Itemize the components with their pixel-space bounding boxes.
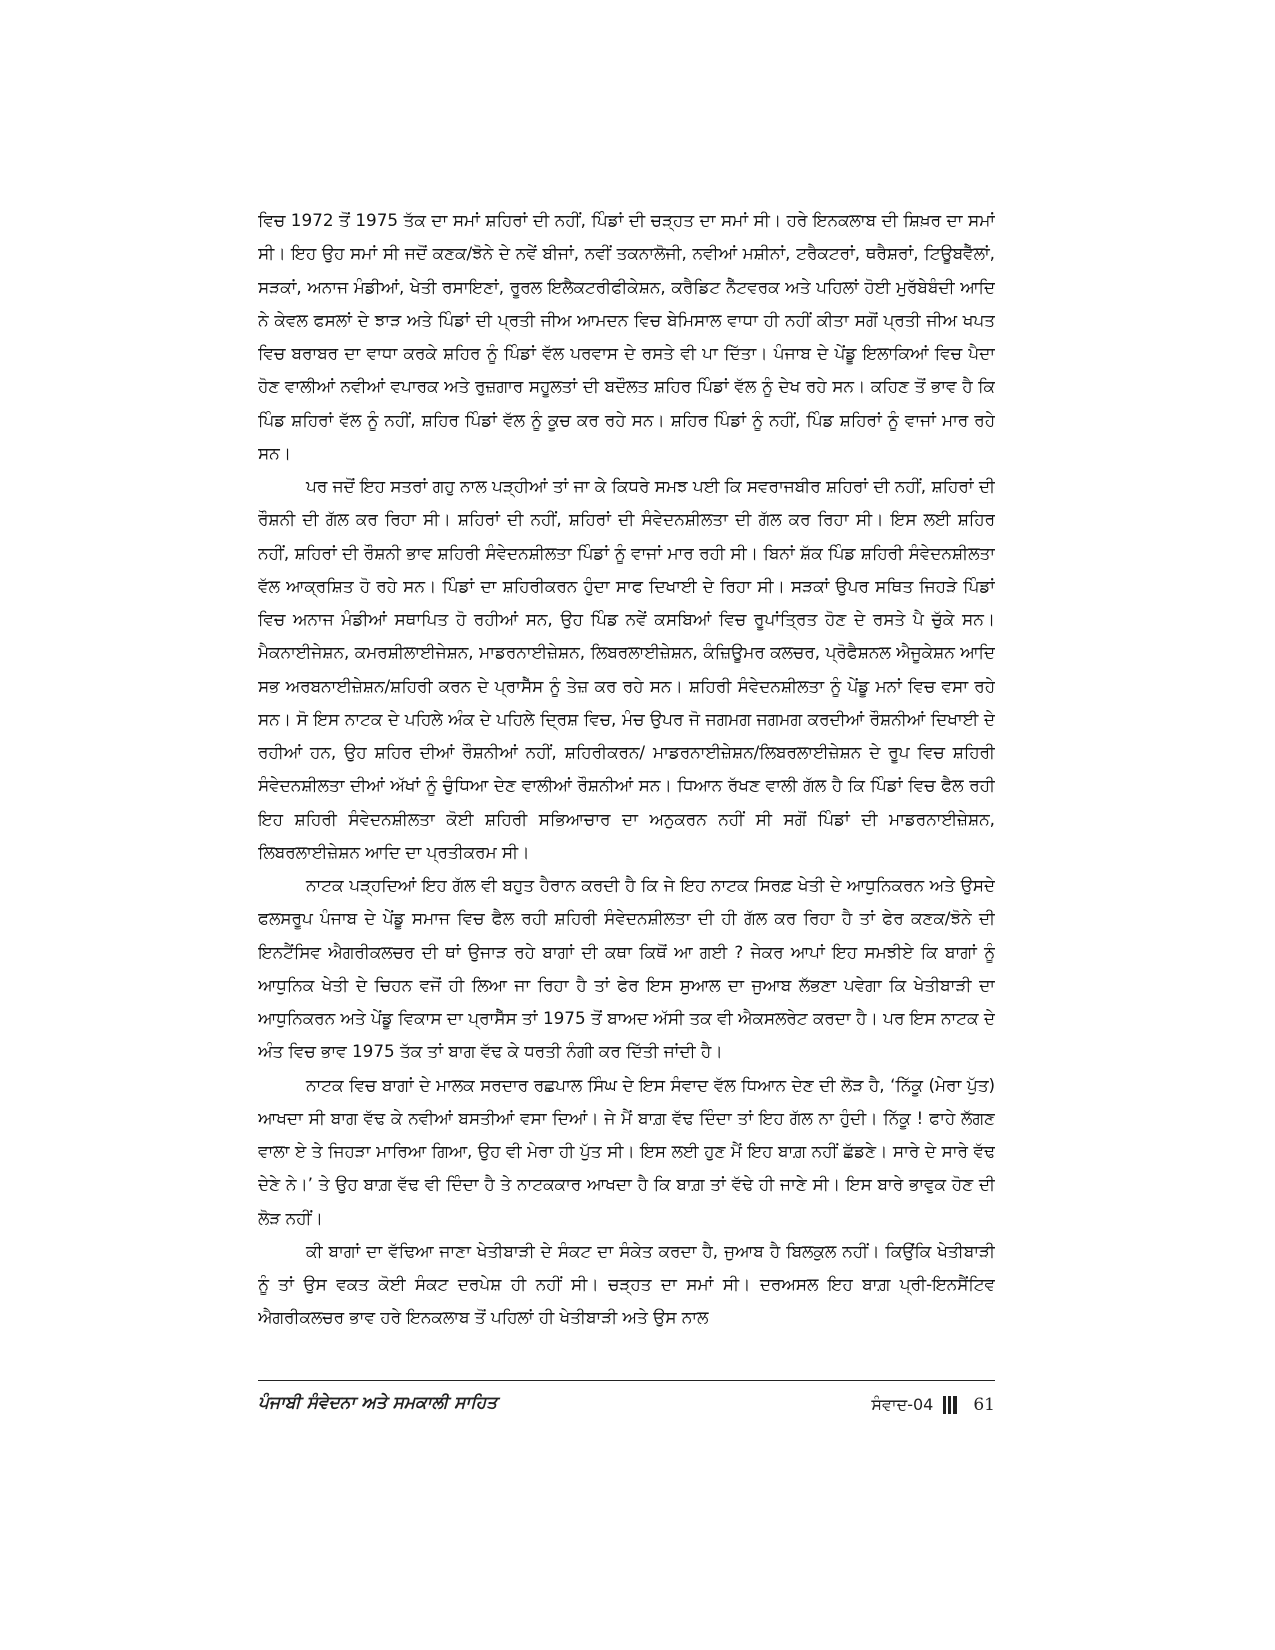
page-number: 61	[973, 1395, 995, 1415]
bars-icon	[943, 1396, 957, 1414]
paragraph-5: ਕੀ ਬਾਗਾਂ ਦਾ ਵੱਢਿਆ ਜਾਣਾ ਖੇਤੀਬਾੜੀ ਦੇ ਸੰਕਟ ਦਾ ਸੰਕੇਤ ਕਰਦਾ ਹੈ, ਜੁਆਬ ਹੈ ਬਿਲਕੁਲ ਨਹੀਂ। ਕਿਉਂਕਿ ਖੇਤੀਬਾੜੀ ਨੂੰ ਤਾਂ ਉਸ ਵਕਤ ਕੋਈ ਸੰਕਟ ਦਰਪੇਸ਼ ਹੀ ਨਹੀਂ ਸੀ। ਚੜ੍ਹਤ ਦਾ ਸਮਾਂ ਸੀ। ਦਰਅਸਲ ਇਹ ਬਾਗ਼ ਪ੍ਰੀ-ਇਨਸੈਂਟਿਵ ਐਗਰੀਕਲਚਰ ਭਾਵ ਹਰੇ ਇਨਕਲਾਬ ਤੋਂ ਪਹਿਲਾਂ ਹੀ ਖੇਤੀਬਾੜੀ ਅਤੇ ਉਸ ਨਾਲ	[258, 1240, 995, 1328]
paragraph-1: ਵਿਚ 1972 ਤੋਂ 1975 ਤੱਕ ਦਾ ਸਮਾਂ ਸ਼ਹਿਰਾਂ ਦੀ ਨਹੀਂ, ਪਿੰਡਾਂ ਦੀ ਚੜ੍ਹਤ ਦਾ ਸਮਾਂ ਸੀ। ਹਰੇ ਇਨਕਲਾਬ ਦੀ ਸ਼ਿਖ਼ਰ ਦਾ ਸਮਾਂ ਸੀ। ਇਹ ਉਹ ਸਮਾਂ ਸੀ ਜਦੋਂ ਕਣਕ/ਝੋਨੇ ਦੇ ਨਵੇਂ ਬੀਜਾਂ, ਨਵੀਂ ਤਕਨਾਲੋਜੀ, ਨਵੀਆਂ ਮਸ਼ੀਨਾਂ, ਟਰੈਕਟਰਾਂ, ਥਰੈਸ਼ਰਾਂ, ਟਿਊਬਵੈੱਲਾਂ, ਸੜਕਾਂ, ਅਨਾਜ ਮੰਡੀਆਂ, ਖੇਤੀ ਰਸਾਇਣਾਂ, ਰੂਰਲ ਇਲੈਕਟਰੀਫੀਕੇਸ਼ਨ, ਕਰੈਡਿਟ ਨੈੱਟਵਰਕ ਅਤੇ ਪਹਿਲਾਂ ਹੋਈ ਮੁਰੱਬੇਬੰਦੀ ਆਦਿ ਨੇ ਕੇਵਲ ਫਸਲਾਂ ਦੇ ਝਾੜ ਅਤੇ ਪਿੰਡਾਂ ਦੀ ਪ੍ਰਤੀ ਜੀਅ ਆਮਦਨ ਵਿਚ ਬੇਮਿਸਾਲ ਵਾਧਾ ਹੀ ਨਹੀਂ ਕੀਤਾ ਸਗੋਂ ਪ੍ਰਤੀ ਜੀਅ ਖਪਤ ਵਿਚ ਬਰਾਬਰ ਦਾ ਵਾਧਾ ਕਰਕੇ ਸ਼ਹਿਰ ਨੂੰ ਪਿੰਡਾਂ ਵੱਲ ਪਰਵਾਸ ਦੇ ਰਸਤੇ ਵੀ ਪਾ ਦਿੱਤਾ। ਪੰਜਾਬ ਦੇ ਪੇਂਡੂ ਇਲਾਕਿਆਂ ਵਿਚ ਪੈਦਾ ਹੋਣ ਵਾਲੀਆਂ ਨਵੀਆਂ ਵਪਾਰਕ ਅਤੇ ਰੁਜ਼ਗਾਰ ਸਹੂਲਤਾਂ ਦੀ ਬਦੌਲਤ ਸ਼ਹਿਰ ਪਿੰਡਾਂ ਵੱਲ ਨੂੰ ਦੇਖ ਰਹੇ ਸਨ। ਕਹਿਣ ਤੋਂ ਭਾਵ ਹੈ ਕਿ ਪਿੰਡ ਸ਼ਹਿਰਾਂ ਵੱਲ ਨੂੰ ਨਹੀਂ, ਸ਼ਹਿਰ ਪਿੰਡਾਂ ਵੱਲ ਨੂੰ ਕੂਚ ਕਰ ਰਹੇ ਸਨ। ਸ਼ਹਿਰ ਪਿੰਡਾਂ ਨੂੰ ਨਹੀਂ, ਪਿੰਡ ਸ਼ਹਿਰਾਂ ਨੂੰ ਵਾਜਾਂ ਮਾਰ ਰਹੇ ਸਨ।	[258, 210, 995, 463]
paragraph-2: ਪਰ ਜਦੋਂ ਇਹ ਸਤਰਾਂ ਗਹੁ ਨਾਲ ਪੜ੍ਹੀਆਂ ਤਾਂ ਜਾ ਕੇ ਕਿਧਰੇ ਸਮਝ ਪਈ ਕਿ ਸਵਰਾਜਬੀਰ ਸ਼ਹਿਰਾਂ ਦੀ ਨਹੀਂ, ਸ਼ਹਿਰਾਂ ਦੀ ਰੌਸ਼ਨੀ ਦੀ ਗੱਲ ਕਰ ਰਿਹਾ ਸੀ। ਸ਼ਹਿਰਾਂ ਦੀ ਨਹੀਂ, ਸ਼ਹਿਰਾਂ ਦੀ ਸੰਵੇਦਨਸ਼ੀਲਤਾ ਦੀ ਗੱਲ ਕਰ ਰਿਹਾ ਸੀ। ਇਸ ਲਈ ਸ਼ਹਿਰ ਨਹੀਂ, ਸ਼ਹਿਰਾਂ ਦੀ ਰੌਸ਼ਨੀ ਭਾਵ ਸ਼ਹਿਰੀ ਸੰਵੇਦਨਸ਼ੀਲਤਾ ਪਿੰਡਾਂ ਨੂੰ ਵਾਜਾਂ ਮਾਰ ਰਹੀ ਸੀ। ਬਿਨਾਂ ਸ਼ੱਕ ਪਿੰਡ ਸ਼ਹਿਰੀ ਸੰਵੇਦਨਸ਼ੀਲਤਾ ਵੱਲ ਆਕ੍ਰਸ਼ਿਤ ਹੋ ਰਹੇ ਸਨ। ਪਿੰਡਾਂ ਦਾ ਸ਼ਹਿਰੀਕਰਨ ਹੁੰਦਾ ਸਾਫ ਦਿਖਾਈ ਦੇ ਰਿਹਾ ਸੀ। ਸੜਕਾਂ ਉਪਰ ਸਥਿਤ ਜਿਹੜੇ ਪਿੰਡਾਂ ਵਿਚ ਅਨਾਜ ਮੰਡੀਆਂ ਸਥਾਪਿਤ ਹੋ ਰਹੀਆਂ ਸਨ, ਉਹ ਪਿੰਡ ਨਵੇਂ ਕਸਬਿਆਂ ਵਿਚ ਰੂਪਾਂਤ੍ਰਿਤ ਹੋਣ ਦੇ ਰਸਤੇ ਪੈ ਚੁੱਕੇ ਸਨ। ਮੈਕਨਾਈਜੇਸ਼ਨ, ਕਮਰਸ਼ੀਲਾਈਜੇਸ਼ਨ, ਮਾਡਰਨਾਈਜ਼ੇਸ਼ਨ, ਲਿਬਰਲਾਈਜ਼ੇਸ਼ਨ, ਕੰਜ਼ਿਊਮਰ ਕਲਚਰ, ਪ੍ਰੋਫੈਸ਼ਨਲ ਐਜੂਕੇਸ਼ਨ ਆਦਿ ਸਭ ਅਰਬਨਾਈਜ਼ੇਸ਼ਨ/ਸ਼ਹਿਰੀ ਕਰਨ ਦੇ ਪ੍ਰਾਸੈੱਸ ਨੂੰ ਤੇਜ਼ ਕਰ ਰਹੇ ਸਨ। ਸ਼ਹਿਰੀ ਸੰਵੇਦਨਸ਼ੀਲਤਾ ਨੂੰ ਪੇਂਡੂ ਮਨਾਂ ਵਿਚ ਵਸਾ ਰਹੇ ਸਨ। ਸੋ ਇਸ ਨਾਟਕ ਦੇ ਪਹਿਲੇ ਅੰਕ ਦੇ ਪਹਿਲੇ ਦ੍ਰਿਸ਼ ਵਿਚ, ਮੰਚ ਉਪਰ ਜੋ ਜਗਮਗ ਜਗਮਗ ਕਰਦੀਆਂ ਰੌਸ਼ਨੀਆਂ ਦਿਖਾਈ ਦੇ ਰਹੀਆਂ ਹਨ, ਉਹ ਸ਼ਹਿਰ ਦੀਆਂ ਰੌਸ਼ਨੀਆਂ ਨਹੀਂ, ਸ਼ਹਿਰੀਕਰਨ/ ਮਾਡਰਨਾਈਜ਼ੇਸ਼ਨ/ਲਿਬਰਲਾਈਜ਼ੇਸ਼ਨ ਦੇ ਰੂਪ ਵਿਚ ਸ਼ਹਿਰੀ ਸੰਵੇਦਨਸ਼ੀਲਤਾ ਦੀਆਂ ਅੱਖਾਂ ਨੂੰ ਚੁੰਧਿਆ ਦੇਣ ਵਾਲੀਆਂ ਰੌਸ਼ਨੀਆਂ ਸਨ। ਧਿਆਨ ਰੱਖਣ ਵਾਲੀ ਗੱਲ ਹੈ ਕਿ ਪਿੰਡਾਂ ਵਿਚ ਫੈਲ ਰਹੀ ਇਹ ਸ਼ਹਿਰੀ ਸੰਵੇਦਨਸ਼ੀਲਤਾ ਕੋਈ ਸ਼ਹਿਰੀ ਸਭਿਆਚਾਰ ਦਾ ਅਨੁਕਰਨ ਨਹੀਂ ਸੀ ਸਗੋਂ ਪਿੰਡਾਂ ਦੀ ਮਾਡਰਨਾਈਜ਼ੇਸ਼ਨ, ਲਿਬਰਲਾਈਜ਼ੇਸ਼ਨ ਆਦਿ ਦਾ ਪ੍ਰਤੀਕਰਮ ਸੀ।	[258, 476, 995, 862]
footer-right	[871, 1395, 995, 1415]
running-title: ਪੰਜਾਬੀ ਸੰਵੇਦਨਾ ਅਤੇ ਸਮਕਾਲੀ ਸਾਹਿਤ	[258, 1393, 498, 1413]
page-footer	[258, 1385, 995, 1425]
journal-name: ਸੰਵਾਦ-04	[871, 1395, 934, 1414]
paragraph-4: ਨਾਟਕ ਵਿਚ ਬਾਗਾਂ ਦੇ ਮਾਲਕ ਸਰਦਾਰ ਰਛਪਾਲ ਸਿੰਘ ਦੇ ਇਸ ਸੰਵਾਦ ਵੱਲ ਧਿਆਨ ਦੇਣ ਦੀ ਲੋੜ ਹੈ, ‘ਨਿੱਕੂ (ਮੇਰਾ ਪੁੱਤ) ਆਖਦਾ ਸੀ ਬਾਗ ਵੱਢ ਕੇ ਨਵੀਆਂ ਬਸਤੀਆਂ ਵਸਾ ਦਿਆਂ। ਜੇ ਮੈਂ ਬਾਗ਼ ਵੱਢ ਦਿੰਦਾ ਤਾਂ ਇਹ ਗੱਲ ਨਾ ਹੁੰਦੀ। ਨਿੱਕੂ ! ਫਾਹੇ ਲੱਗਣ ਵਾਲਾ ਏ ਤੇ ਜਿਹੜਾ ਮਾਰਿਆ ਗਿਆ, ਉਹ ਵੀ ਮੇਰਾ ਹੀ ਪੁੱਤ ਸੀ। ਇਸ ਲਈ ਹੁਣ ਮੈਂ ਇਹ ਬਾਗ਼ ਨਹੀਂ ਛੱਡਣੇ। ਸਾਰੇ ਦੇ ਸਾਰੇ ਵੱਢ ਦੇਣੇ ਨੇ।’ ਤੇ ਉਹ ਬਾਗ਼ ਵੱਢ ਵੀ ਦਿੰਦਾ ਹੈ ਤੇ ਨਾਟਕਕਾਰ ਆਖਦਾ ਹੈ ਕਿ ਬਾਗ਼ ਤਾਂ ਵੱਢੇ ਹੀ ਜਾਣੇ ਸੀ। ਇਸ ਬਾਰੇ ਭਾਵੁਕ ਹੋਣ ਦੀ ਲੋੜ ਨਹੀਂ।	[258, 1074, 995, 1228]
paragraph-3: ਨਾਟਕ ਪੜ੍ਹਦਿਆਂ ਇਹ ਗੱਲ ਵੀ ਬਹੁਤ ਹੈਰਾਨ ਕਰਦੀ ਹੈ ਕਿ ਜੇ ਇਹ ਨਾਟਕ ਸਿਰਫ਼ ਖੇਤੀ ਦੇ ਆਧੁਨਿਕਰਨ ਅਤੇ ਉਸਦੇ ਫਲਸਰੂਪ ਪੰਜਾਬ ਦੇ ਪੇਂਡੂ ਸਮਾਜ ਵਿਚ ਫੈਲ ਰਹੀ ਸ਼ਹਿਰੀ ਸੰਵੇਦਨਸ਼ੀਲਤਾ ਦੀ ਹੀ ਗੱਲ ਕਰ ਰਿਹਾ ਹੈ ਤਾਂ ਫੇਰ ਕਣਕ/ਝੋਨੇ ਦੀ ਇਨਟੈਂਸਿਵ ਐਗਰੀਕਲਚਰ ਦੀ ਥਾਂ ਉਜਾੜ ਰਹੇ ਬਾਗਾਂ ਦੀ ਕਥਾ ਕਿਥੋਂ ਆ ਗਈ ? ਜੇਕਰ ਆਪਾਂ ਇਹ ਸਮਝੀਏ ਕਿ ਬਾਗਾਂ ਨੂੰ ਆਧੁਨਿਕ ਖੇਤੀ ਦੇ ਚਿਹਨ ਵਜੋਂ ਹੀ ਲਿਆ ਜਾ ਰਿਹਾ ਹੈ ਤਾਂ ਫੇਰ ਇਸ ਸੁਆਲ ਦਾ ਜੁਆਬ ਲੱਭਣਾ ਪਵੇਗਾ ਕਿ ਖੇਤੀਬਾੜੀ ਦਾ ਆਧੁਨਿਕਰਨ ਅਤੇ ਪੇਂਡੂ ਵਿਕਾਸ ਦਾ ਪ੍ਰਾਸੈੱਸ ਤਾਂ 1975 ਤੋਂ ਬਾਅਦ ਅੱਸੀ ਤਕ ਵੀ ਐਕਸਲਰੇਟ ਕਰਦਾ ਹੈ। ਪਰ ਇਸ ਨਾਟਕ ਦੇ ਅੰਤ ਵਿਚ ਭਾਵ 1975 ਤੱਕ ਤਾਂ ਬਾਗ ਵੱਢ ਕੇ ਧਰਤੀ ਨੰਗੀ ਕਰ ਦਿੱਤੀ ਜਾਂਦੀ ਹੈ।	[258, 875, 995, 1062]
footer-divider	[258, 1380, 995, 1381]
body-text	[258, 204, 995, 1359]
